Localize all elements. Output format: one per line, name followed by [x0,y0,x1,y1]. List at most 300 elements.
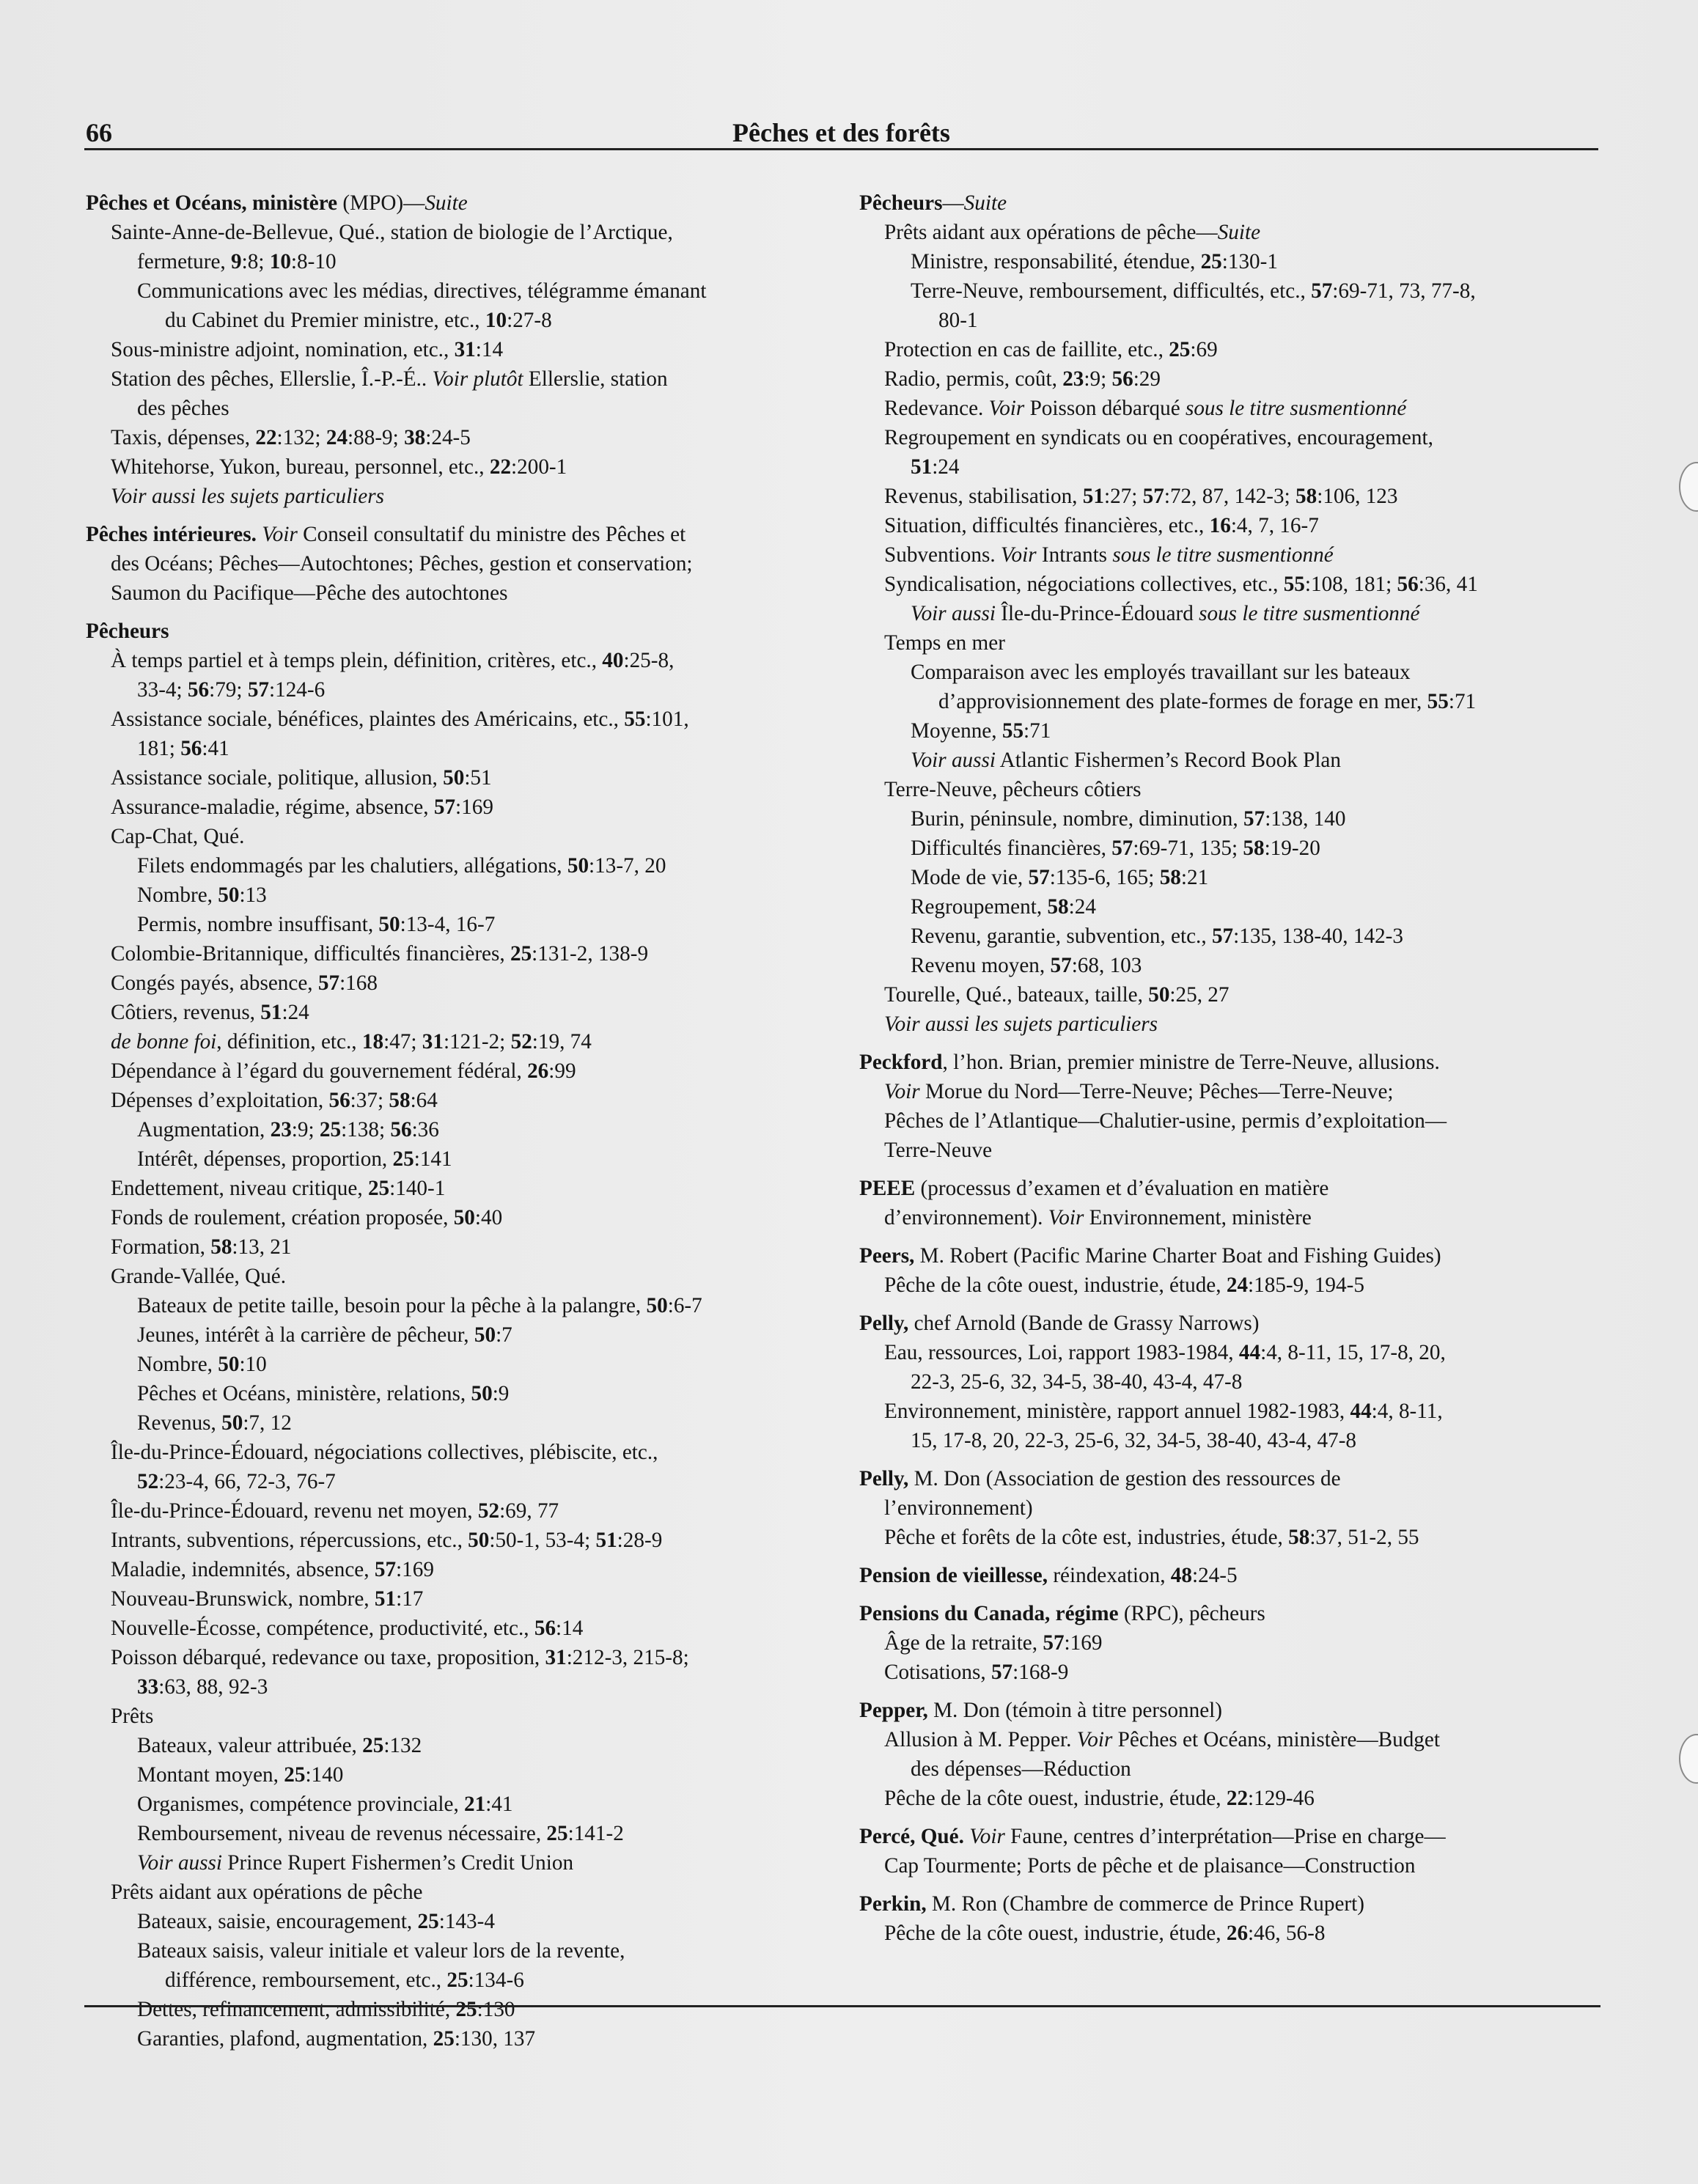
text: chef Arnold (Bande de Grassy Narrows) [908,1312,1260,1335]
bold-text: PEEE [859,1177,916,1200]
bold-text: 57 [1211,924,1234,948]
bold-text: 58 [1288,1526,1310,1549]
index-entry [859,188,1598,1039]
index-subentry-line [859,628,1598,658]
bold-text: 25 [1169,338,1191,361]
text: 15, 17-8, 20, 22-3, 25-6, 32, 34-5, 38-40, 43-4, 47-8 [911,1429,1357,1452]
text: Prêts aidant aux opérations de pêche [111,1880,423,1904]
text: :63, 88, 92-3 [158,1675,268,1699]
text: :23-4, 66, 72-3, 76-7 [158,1470,336,1493]
bold-text: 50 [218,1353,240,1376]
text: :135, 138-40, 142-3 [1233,924,1403,948]
text: :4, 8-11, [1371,1400,1443,1423]
text: Pêche de la côte ouest, industrie, étude, [884,1922,1227,1945]
text: :13, 21 [232,1235,292,1259]
index-subentry-line [859,1136,1598,1165]
text: M. Robert (Pacific Marine Charter Boat and Fishing Guides) [914,1244,1441,1268]
index-subentry-line [86,763,826,793]
index-subentry-line [86,1144,826,1174]
index-subentry-line [86,1672,826,1702]
bold-text: 25 [455,1998,477,2021]
text: :9; [291,1118,320,1141]
text: Temps en mer [884,631,1005,655]
text: Cap Tourmente; Ports de pêche et de plaisance—Construction [884,1854,1416,1878]
index-heading-line [859,1048,1598,1077]
index-subentry-line [859,247,1598,276]
index-subentry-line [86,1496,826,1526]
text: Pêche de la côte ouest, industrie, étude, [884,1787,1227,1810]
italic-text: sous le titre susmentionné [1112,543,1334,567]
bold-text: 44 [1350,1400,1372,1423]
bold-text: 58 [210,1235,232,1259]
italic-text: Voir [1076,1728,1113,1751]
text: Moyenne, [911,719,1002,743]
index-subentry-line [859,1426,1598,1455]
bold-text: Pêcheurs [859,191,943,215]
index-subentry-line [86,394,826,423]
index-subentry-line [859,423,1598,452]
index-subentry-line [86,1819,826,1848]
index-subentry-line [859,540,1598,570]
bold-text: 25 [392,1147,414,1171]
index-subentry-line [86,1848,826,1878]
bold-text: Percé, Qué. [859,1825,964,1848]
text: :132; [276,426,326,449]
bold-text: 22 [1226,1787,1249,1810]
text: Nombre, [137,1353,218,1376]
bold-text: 33 [137,1675,159,1699]
index-subentry-line [859,1271,1598,1300]
index-subentry-line [86,1408,826,1438]
index-heading-line [86,617,826,646]
text: :13 [239,883,267,907]
text: Difficultés financières, [911,837,1112,860]
bold-text: 56 [180,737,202,760]
text: Protection en cas de faillite, etc., [884,338,1169,361]
italic-text: sous le titre susmentionné [1199,602,1420,625]
bold-text: 50 [468,1529,490,1552]
index-subentry-line [859,1754,1598,1784]
index-subentry-line [86,423,826,452]
bold-text: 50 [443,766,465,790]
index-subentry-line [86,1702,826,1731]
text: :13-4, 16-7 [400,913,496,936]
index-subentry-line [859,746,1598,775]
text: :72, 87, 142-3; [1164,485,1296,508]
index-subentry-line [86,1291,826,1320]
index-heading-line [859,1889,1598,1919]
text: :130, 137 [454,2027,536,2051]
text: :37; [350,1089,389,1112]
text: :132 [383,1734,422,1757]
bold-text: 50 [453,1206,475,1229]
text: :88-9; [348,426,405,449]
text: Pêches et Océans, ministère—Budget [1112,1728,1440,1751]
index-subentry-line [86,646,826,675]
text: :141-2 [567,1822,624,1845]
text: :46, 56-8 [1248,1922,1326,1945]
bold-text: 57 [374,1558,397,1581]
text: :17 [396,1587,424,1611]
bold-text: 57 [247,678,269,702]
text: Île-du-Prince-Édouard, négociations collectives, plébiscite, etc., [111,1441,658,1464]
text: :41 [485,1793,513,1816]
text: :37, 51-2, 55 [1309,1526,1419,1549]
bold-text: 56 [1397,573,1419,596]
text: M. Don (Association de gestion des ressources de [908,1467,1341,1490]
index-subentry-line [86,335,826,364]
index-subentry-line [86,880,826,910]
text: (MPO)— [337,191,425,215]
bold-text: 52 [137,1470,159,1493]
text: M. Ron (Chambre de commerce de Prince Rupert) [926,1892,1364,1916]
index-entry [859,1561,1598,1590]
text: Bateaux, saisie, encouragement, [137,1910,418,1933]
index-entry [859,1048,1598,1165]
text: Pêches de l’Atlantique—Chalutier-usine, permis d’exploitation— [884,1109,1447,1133]
text: :19-20 [1264,837,1320,860]
text: :138; [341,1118,391,1141]
text: Assurance-maladie, régime, absence, [111,795,434,819]
index-subentry-line [86,822,826,851]
bold-text: 31 [545,1646,567,1669]
text: Ellerslie, station [523,367,668,391]
bold-text: 57 [1043,1631,1065,1655]
index-subentry-line [859,863,1598,892]
text: :140-1 [389,1177,446,1200]
bold-text: 18 [361,1030,384,1054]
index-subentry-line [859,452,1598,482]
bold-text: 38 [404,426,426,449]
bold-text: Pêches et Océans, ministère [86,191,338,215]
text: Dépendance à l’égard du gouvernement fédéral, [111,1059,528,1083]
bold-text: 21 [464,1793,486,1816]
index-subentry-line [86,218,826,247]
index-subentry-line [859,951,1598,980]
text: :106, 123 [1317,485,1398,508]
index-subentry-line [859,1658,1598,1687]
bold-text: 58 [389,1089,411,1112]
italic-text: sous le titre susmentionné [1185,397,1407,420]
index-subentry-line [86,1056,826,1086]
bold-text: 48 [1170,1564,1192,1587]
bold-text: 58 [1047,895,1069,919]
index-heading-line [859,1599,1598,1628]
bold-text: 51 [911,455,933,479]
text: Terre-Neuve, remboursement, difficultés, etc., [911,279,1312,303]
index-heading-line [86,520,826,549]
index-subentry-line [86,276,826,306]
bold-text: 58 [1159,866,1181,889]
text: Regroupement, [911,895,1048,919]
bold-text: 25 [1200,250,1222,273]
index-heading-line [859,1696,1598,1725]
index-entry [859,1241,1598,1300]
text: Revenus, [137,1411,222,1435]
bold-text: 44 [1238,1341,1261,1364]
index-heading-line [859,1241,1598,1271]
text: Comparaison avec les employés travaillant sur les bateaux [911,661,1411,684]
italic-text: Voir plutôt [432,367,523,391]
text: Montant moyen, [137,1763,284,1787]
text: Organismes, compétence provinciale, [137,1793,465,1816]
text: Cap-Chat, Qué. [111,825,245,848]
text: :4, 8-11, 15, 17-8, 20, [1260,1341,1446,1364]
text: :51 [464,766,492,790]
text: 181; [137,737,181,760]
text: :7 [496,1323,512,1347]
text: Subventions. [884,543,1001,567]
index-subentry-line [86,452,826,482]
index-subentry-line [859,599,1598,628]
text: Jeunes, intérêt à la carrière de pêcheur, [137,1323,474,1347]
bold-text: 26 [1226,1922,1249,1945]
index-subentry-line [86,1526,826,1555]
index-subentry-line [859,1203,1598,1232]
text: :21 [1180,866,1209,889]
italic-text: Voir [1000,543,1037,567]
bold-text: 50 [474,1323,496,1347]
index-subentry-line [86,1614,826,1643]
index-subentry-line [859,1010,1598,1039]
text: Pêche de la côte ouest, industrie, étude, [884,1273,1227,1297]
bold-text: 55 [624,707,646,731]
text: des dépenses—Réduction [911,1757,1131,1781]
text: Augmentation, [137,1118,271,1141]
text: Bateaux, valeur attribuée, [137,1734,363,1757]
text: Terre-Neuve [884,1139,993,1162]
index-entry [859,1599,1598,1687]
text: Côtiers, revenus, [111,1001,261,1024]
index-subentry-line [859,1919,1598,1948]
bold-text: 56 [1111,367,1133,391]
text: :169 [455,795,493,819]
index-entry [86,617,826,2054]
text: :50-1, 53-4; [489,1529,596,1552]
text: :140 [305,1763,344,1787]
bold-text: 25 [362,1734,384,1757]
text: :124-6 [269,678,326,702]
bold-text: 56 [534,1617,556,1640]
text: :121-2; [443,1030,511,1054]
index-subentry-line [86,910,826,939]
text: :28-9 [617,1529,663,1552]
bold-text: 50 [378,913,400,936]
index-subentry-line [859,276,1598,306]
text: :69 [1190,338,1218,361]
bold-text: 25 [433,2027,455,2051]
index-subentry-line [86,1584,826,1614]
text: :24-5 [1191,1564,1238,1587]
index-heading-line [86,188,826,218]
index-subentry-line [86,1907,826,1936]
text: :29 [1133,367,1161,391]
text: :24 [282,1001,309,1024]
bold-text: Peckford [859,1051,943,1074]
text: Formation, [111,1235,211,1259]
italic-text: Voir aussi [911,602,996,625]
index-subentry-line [859,980,1598,1010]
bold-text: 58 [1243,837,1265,860]
index-subentry-line [859,1628,1598,1658]
index-subentry-line [859,1784,1598,1813]
index-subentry-line [86,1878,826,1907]
index-subentry-line [859,1367,1598,1397]
bold-text: 57 [317,971,340,995]
text: Assistance sociale, politique, allusion, [111,766,444,790]
text: Faune, centres d’interprétation—Prise en charge— [1004,1825,1446,1848]
text: Eau, ressources, Loi, rapport 1983-1984, [884,1341,1239,1364]
bold-text: 50 [221,1411,243,1435]
index-subentry-line [859,394,1598,423]
text: Terre-Neuve, pêcheurs côtiers [884,778,1142,801]
text: d’environnement). [884,1206,1048,1229]
index-subentry-line [86,793,826,822]
text: Revenu, garantie, subvention, etc., [911,924,1212,948]
text: :41 [202,737,229,760]
text: Dettes, refinancement, admissibilité, [137,1998,456,2021]
text: Bateaux de petite taille, besoin pour la pêche à la palangre, [137,1294,647,1317]
bold-text: 57 [1050,954,1072,977]
bold-text: Pelly, [859,1467,909,1490]
index-subentry-line [859,1493,1598,1523]
text: (RPC), pêcheurs [1118,1602,1265,1625]
text: l’environnement) [884,1496,1033,1520]
text: :9 [492,1382,510,1405]
text: Conseil consultatif du ministre des Pêches et [297,523,686,546]
binder-hole [1679,462,1698,512]
index-subentry-line [859,335,1598,364]
bold-text: 55 [1001,719,1024,743]
bold-text: 31 [422,1030,444,1054]
text: Intrants, subventions, répercussions, etc., [111,1529,468,1552]
text: :68, 103 [1071,954,1142,977]
text: des pêches [137,397,229,420]
text: Morue du Nord—Terre-Neuve; Pêches—Terre-Neuve; [919,1080,1394,1103]
page-header [84,116,1598,150]
text: À temps partiel et à temps plein, définition, critères, etc., [111,649,603,672]
index-subentry-line [859,1397,1598,1426]
text: Filets endommagés par les chalutiers, allégations, [137,854,567,878]
italic-text: Suite [1217,221,1261,244]
text: :129-46 [1248,1787,1315,1810]
index-subentry-line [86,247,826,276]
bold-text: 22 [255,426,277,449]
index-subentry-line [86,939,826,968]
running-title: Pêches et des forêts [732,118,950,147]
bold-text: 40 [602,649,624,672]
italic-text: Voir aussi les sujets particuliers [884,1012,1158,1036]
index-subentry-line [859,834,1598,863]
text: Pêches et Océans, ministère, relations, [137,1382,471,1405]
text: Sous-ministre adjoint, nomination, etc., [111,338,455,361]
index-subentry-line [859,804,1598,834]
index-subentry-line [859,482,1598,511]
text: :71 [1448,690,1477,713]
text: 33-4; [137,678,188,702]
index-subentry-line [86,1232,826,1262]
text: :212-3, 215-8; [566,1646,689,1669]
bold-text: 10 [485,309,507,332]
italic-text: Voir aussi [911,749,996,772]
index-subentry-line [859,687,1598,716]
text: , l’hon. Brian, premier ministre de Terre-Neuve, allusions. [942,1051,1440,1074]
index-subentry-line [86,998,826,1027]
italic-text: de bonne foi [111,1030,217,1054]
index-subentry-line [86,705,826,734]
text: :169 [396,1558,434,1581]
text: Regroupement en syndicats ou en coopératives, encouragement, [884,426,1433,449]
index-subentry-line [859,1725,1598,1754]
text: Colombie-Britannique, difficultés financières, [111,942,510,966]
text: :64 [410,1089,438,1112]
index-subentry-line [859,1851,1598,1880]
bold-text: 57 [433,795,456,819]
index-subentry-line [86,968,826,998]
italic-text: Voir aussi les sujets particuliers [111,485,384,508]
italic-text: Suite [425,191,468,215]
index-subentry-line [86,1379,826,1408]
bold-text: 56 [328,1089,350,1112]
bold-text: Pelly, [859,1312,909,1335]
text: :10 [239,1353,267,1376]
text: réindexation, [1048,1564,1171,1587]
index-subentry-line [859,1523,1598,1552]
index-heading-line [859,188,1598,218]
text: Nombre, [137,883,218,907]
bold-text: 24 [1226,1273,1249,1297]
text: , définition, etc., [216,1030,362,1054]
index-subentry-line [86,1115,826,1144]
index-entry [86,188,826,511]
text: Redevance. [884,397,989,420]
bold-text: 26 [527,1059,549,1083]
text: Taxis, dépenses, [111,426,256,449]
bold-text: 51 [1082,485,1104,508]
text: :69-71, 135; [1133,837,1243,860]
text: Mode de vie, [911,866,1029,889]
bold-text: 23 [1062,367,1084,391]
binder-hole [1679,1734,1698,1784]
text: :13-7, 20 [589,854,666,878]
text: :143-4 [438,1910,495,1933]
text: :14 [475,338,504,361]
index-subentry-line [86,1350,826,1379]
text: :79; [209,678,248,702]
text: Sainte-Anne-de-Bellevue, Qué., station de biologie de l’Arctique, [111,221,673,244]
index-entry [859,1822,1598,1880]
index-heading-line [859,1561,1598,1590]
bold-text: Perkin, [859,1892,927,1916]
text: :69, 77 [499,1499,559,1523]
index-entry [859,1889,1598,1948]
index-subentry-line [86,1027,826,1056]
bold-text: 56 [390,1118,412,1141]
text: Nouvelle-Écosse, compétence, productivité, etc., [111,1617,534,1640]
text: :99 [548,1059,576,1083]
text: Whitehorse, Yukon, bureau, personnel, etc., [111,455,490,479]
bold-text: 57 [991,1661,1013,1684]
bold-text: 52 [510,1030,532,1054]
text: :71 [1023,719,1051,743]
bold-text: 52 [477,1499,500,1523]
bold-text: 57 [1028,866,1050,889]
bold-text: 23 [270,1118,292,1141]
index-subentry-line [86,1555,826,1584]
text: :8; [241,250,270,273]
bold-text: Pension de vieillesse, [859,1564,1048,1587]
text: :69-71, 73, 77-8, [1332,279,1476,303]
